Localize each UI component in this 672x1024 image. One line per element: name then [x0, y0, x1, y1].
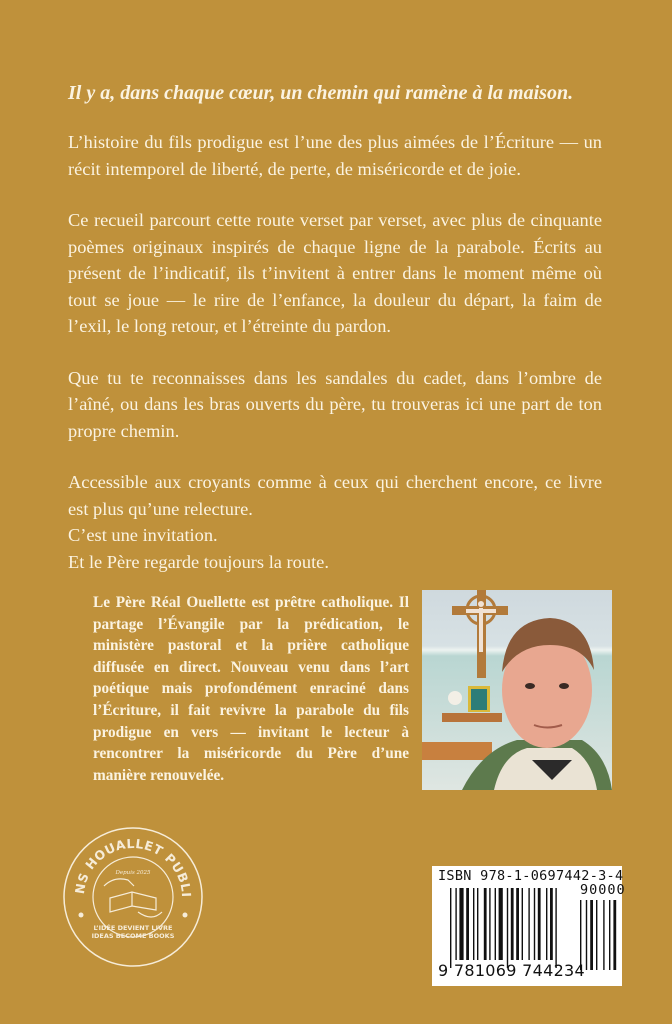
- isbn-barcode: [432, 866, 626, 986]
- barcode-bar: [484, 888, 487, 960]
- barcode-bar: [538, 888, 541, 960]
- addon-barcode-bar: [596, 900, 597, 970]
- ean-digits: 9 781069 744234: [438, 961, 586, 980]
- barcode-bar: [511, 888, 514, 960]
- addon-barcode-bar: [580, 900, 581, 970]
- altar: [422, 742, 492, 760]
- addon-barcode-bar: [609, 900, 610, 970]
- blurb-paragraph: Ce recueil parcourt cette route verset par verset, avec plus de cinquante poèmes originaux inspirés de chaque ligne de la parabole. Écrits au présent de l’indicatif, ils t’invitent à entrer dans le moment même où tout se joue — le rire de l’enfance, la douleur du départ, la faim de l’exil, le long retour, et l’étreinte du pardon.: [68, 210, 602, 336]
- barcode-bar: [489, 888, 490, 960]
- barcode-bar: [450, 888, 451, 968]
- barcode-bar: [459, 888, 463, 960]
- barcode-bar: [507, 888, 508, 968]
- barcode-bar: [473, 888, 474, 960]
- blurb-paragraph: L’histoire du fils prodigue est l’une des plus aimées de l’Écriture — un récit intemporel de liberté, de perte, de miséricorde et de joie.: [68, 132, 602, 179]
- barcode-bar: [516, 888, 519, 960]
- publisher-since: Depuis 2025: [115, 870, 151, 876]
- barcode-bar: [534, 888, 535, 960]
- blurb-paragraph: [68, 469, 602, 575]
- crucifix-icon: [452, 590, 508, 678]
- barcode-bar: [555, 888, 556, 968]
- publisher-motto-fr: L’IDÉE DEVIENT LIVRE: [93, 924, 173, 932]
- blurb-paragraph: Que tu te reconnaisses dans les sandales du cadet, dans l’ombre de l’aîné, ou dans les bras ouverts du père, tu trouveras ici une part de ton propre chemin.: [68, 367, 602, 441]
- barcode-bar: [528, 888, 529, 960]
- logo-dot: [183, 913, 188, 918]
- barcode-bar: [550, 888, 553, 960]
- author-portrait-illustration: [422, 590, 612, 790]
- back-cover-blurb: [68, 80, 602, 575]
- barcode-bar: [455, 888, 456, 960]
- addon-barcode-bar: [603, 900, 604, 970]
- isbn-label: ISBN 978-1-0697442-3-4: [438, 868, 624, 884]
- addon-barcode-bar: [613, 900, 616, 970]
- flowers: [448, 691, 462, 705]
- author-bio: Le Père Réal Ouellette est prêtre catholique. Il partage l’Évangile par la prédication, le ministère pastoral et la prière catholique diffusée en direct. Nouveau venu dans l’art poétique mais profondément enraciné dans l’Écriture, il fait revivre la parabole du fils prodigue en vers — invitant le lecteur à rencontrer la miséricorde du Père d’une manière renouvelée.: [93, 594, 409, 784]
- addon-barcode-bar: [590, 900, 593, 970]
- logo-dot: [79, 913, 84, 918]
- book-hands-icon: [104, 879, 162, 917]
- closing-line: C’est une invitation.: [68, 525, 218, 545]
- barcode-bar: [522, 888, 523, 960]
- barcode-bar: [546, 888, 547, 960]
- publisher-logo: [62, 826, 204, 968]
- price-code: 90000: [580, 882, 626, 898]
- blurb-paragraph-text: Accessible aux croyants comme à ceux qui cherchent encore, ce livre est plus qu’une relecture.: [68, 472, 602, 519]
- shelf: [442, 713, 502, 722]
- publisher-name: NS HOUALLET PUBLI: [71, 835, 195, 898]
- tagline: Il y a, dans chaque cœur, un chemin qui ramène à la maison.: [68, 82, 574, 104]
- publisher-motto-en: IDEAS BECOME BOOKS: [91, 932, 175, 940]
- barcode-bar: [466, 888, 469, 960]
- closing-line: Et le Père regarde toujours la route.: [68, 551, 329, 572]
- barcode-bar: [495, 888, 496, 960]
- barcode-bar: [477, 888, 478, 960]
- author-photo: [422, 590, 612, 790]
- barcode-bar: [499, 888, 503, 960]
- addon-barcode-bar: [586, 900, 587, 970]
